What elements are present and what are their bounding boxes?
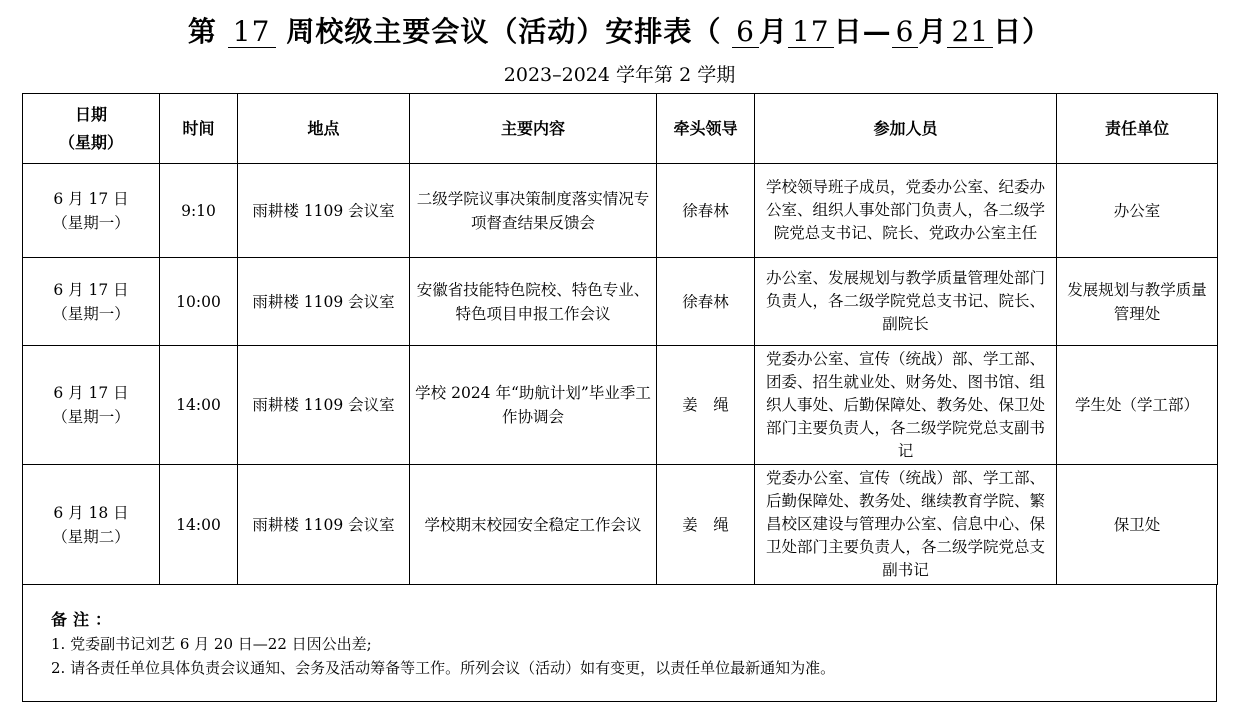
cell-time: 14:00 — [160, 346, 238, 465]
weekday-text: （星期二） — [52, 527, 130, 546]
month-label-1: 月 — [758, 15, 788, 48]
title-text: 周校级主要会议（活动）安排表（ — [286, 15, 722, 48]
header-attendees: 参加人员 — [755, 94, 1057, 164]
cell-attendees: 办公室、发展规划与教学质量管理处部门负责人，各二级学院党总支书记、院长、副院长 — [755, 258, 1057, 346]
date-text: 6 月 17 日 — [53, 189, 129, 208]
cell-date — [23, 465, 160, 585]
header-date — [23, 94, 160, 164]
cell-attendees: 学校领导班子成员，党委办公室、纪委办公室、组织人事处部门负责人，各二级学院党总支书记、院长、党政办公室主任 — [755, 164, 1057, 258]
cell-location: 雨耕楼 1109 会议室 — [238, 465, 410, 585]
header-location: 地点 — [238, 94, 410, 164]
notes-label: 备注： — [51, 610, 118, 629]
table-row — [23, 258, 1218, 346]
weekday-text: （星期一） — [52, 213, 130, 232]
table-row — [23, 164, 1218, 258]
cell-content: 学校期末校园安全稳定工作会议 — [410, 465, 657, 585]
weekday-text: （星期一） — [52, 408, 130, 426]
cell-attendees: 党委办公室、宣传（统战）部、学工部、团委、招生就业处、财务处、图书馆、组织人事处、后勤保障处、教务处、保卫处部门主要负责人，各二级学院党总支副书记 — [755, 346, 1057, 465]
month-label-2: 月 — [918, 15, 948, 48]
title-prefix: 第 — [187, 15, 217, 48]
note-item-1: 1. 党委副书记刘艺 6 月 20 日—22 日因公出差; — [51, 635, 372, 653]
cell-content: 安徽省技能特色院校、特色专业、特色项目申报工作会议 — [410, 258, 657, 346]
cell-leader: 徐春林 — [657, 164, 755, 258]
day-label-1: 日— — [833, 15, 892, 48]
notes-section — [22, 584, 1217, 702]
header-unit: 责任单位 — [1057, 94, 1218, 164]
table-header-row — [23, 94, 1218, 164]
cell-time: 10:00 — [160, 258, 238, 346]
end-day: 21 — [947, 17, 993, 48]
cell-date — [23, 346, 160, 465]
cell-unit: 办公室 — [1057, 164, 1218, 258]
header-content: 主要内容 — [410, 94, 657, 164]
cell-leader: 姜 绳 — [657, 346, 755, 465]
cell-attendees: 党委办公室、宣传（统战）部、学工部、后勤保障处、教务处、继续教育学院、繁昌校区建设与管理办公室、信息中心、保卫处部门主要负责人，各二级学院党总支副书记 — [755, 465, 1057, 585]
day-label-2: 日） — [993, 15, 1052, 48]
semester-subtitle: 2023–2024 学年第 2 学期 — [503, 64, 736, 86]
cell-time: 14:00 — [160, 465, 238, 585]
table-row — [23, 346, 1218, 465]
date-text: 6 月 17 日 — [53, 280, 129, 299]
cell-leader: 徐春林 — [657, 258, 755, 346]
date-text: 6 月 17 日 — [53, 384, 129, 402]
cell-content: 二级学院议事决策制度落实情况专项督查结果反馈会 — [410, 164, 657, 258]
schedule-table — [22, 93, 1218, 585]
table-row — [23, 465, 1218, 585]
header-leader: 牵头领导 — [657, 94, 755, 164]
cell-date — [23, 258, 160, 346]
cell-location: 雨耕楼 1109 会议室 — [238, 346, 410, 465]
cell-unit: 保卫处 — [1057, 465, 1218, 585]
cell-unit: 学生处（学工部） — [1057, 346, 1218, 465]
header-date-label: 日期 — [74, 104, 107, 124]
cell-leader: 姜 绳 — [657, 465, 755, 585]
date-text: 6 月 18 日 — [53, 503, 129, 522]
end-month: 6 — [892, 17, 919, 48]
header-weekday-label: （星期） — [58, 132, 123, 152]
week-number: 17 — [228, 17, 276, 48]
cell-date — [23, 164, 160, 258]
cell-location: 雨耕楼 1109 会议室 — [238, 258, 410, 346]
weekday-text: （星期一） — [52, 304, 130, 323]
start-month: 6 — [732, 17, 759, 48]
document-title — [0, 12, 1239, 52]
cell-unit: 发展规划与教学质量管理处 — [1057, 258, 1218, 346]
cell-content: 学校 2024 年“助航计划”毕业季工作协调会 — [410, 346, 657, 465]
cell-time: 9:10 — [160, 164, 238, 258]
note-item-2: 2. 请各责任单位具体负责会议通知、会务及活动筹备等工作。所列会议（活动）如有变更，以责任单位最新通知为准。 — [51, 659, 836, 677]
start-day: 17 — [788, 17, 834, 48]
cell-location: 雨耕楼 1109 会议室 — [238, 164, 410, 258]
header-time: 时间 — [160, 94, 238, 164]
